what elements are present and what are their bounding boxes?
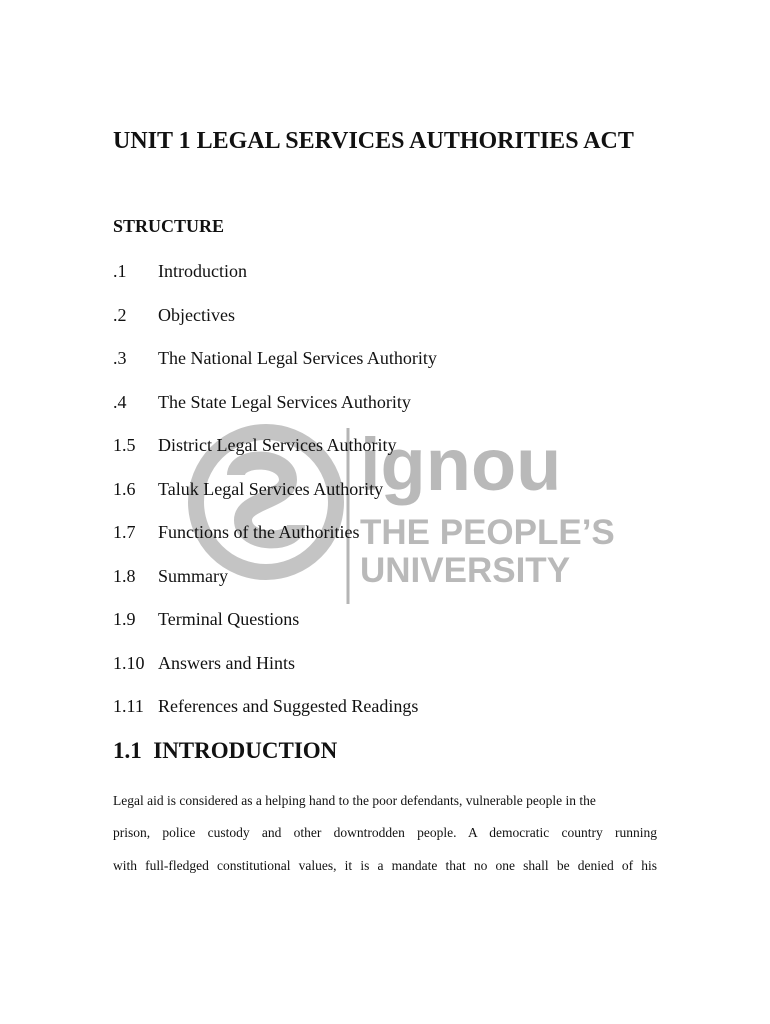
- toc-item-number: 1.9: [113, 609, 136, 629]
- toc-item-label: Functions of the Authorities: [158, 522, 360, 542]
- toc-item-number: 1.7: [113, 522, 136, 542]
- toc-item-number: .4: [113, 392, 127, 412]
- toc-item-number: .2: [113, 305, 127, 325]
- toc-item-label: Taluk Legal Services Authority: [158, 479, 384, 499]
- section-heading-introduction: 1.1 INTRODUCTION: [113, 738, 338, 763]
- toc-item-label: Introduction: [158, 261, 247, 281]
- toc-item-label: District Legal Services Authority: [158, 435, 397, 455]
- unit-title: UNIT 1 LEGAL SERVICES AUTHORITIES ACT: [113, 128, 634, 154]
- structure-heading: STRUCTURE: [113, 216, 225, 236]
- toc-item-label: References and Suggested Readings: [158, 696, 419, 716]
- toc-item-number: 1.6: [113, 479, 136, 499]
- paragraph-line: Legal aid is considered as a helping hand to the poor defendants, vulnerable people in the: [113, 793, 596, 808]
- toc-item-number: .1: [113, 261, 127, 281]
- paragraph-line: prison, police custody and other downtrodden people. A democratic country running: [113, 825, 657, 840]
- toc-item-number: 1.10: [113, 653, 145, 673]
- toc-item-number: 1.8: [113, 566, 136, 586]
- watermark-line2: UNIVERSITY: [360, 551, 571, 590]
- watermark-logo-text: ignou: [360, 423, 562, 506]
- toc-item-label: The State Legal Services Authority: [158, 392, 411, 412]
- toc-item-number: 1.11: [113, 696, 144, 716]
- toc-item-label: Answers and Hints: [158, 653, 295, 673]
- toc-item-label: Objectives: [158, 305, 235, 325]
- paragraph-line: with full-fledged constitutional values, it is a mandate that no one shall be denied of his: [113, 858, 657, 873]
- toc-item-number: 1.5: [113, 435, 136, 455]
- watermark-line1: THE PEOPLE’S: [360, 513, 615, 552]
- toc-item-label: Summary: [158, 566, 228, 586]
- toc-item-number: .3: [113, 348, 127, 368]
- toc-item-label: Terminal Questions: [158, 609, 300, 629]
- toc-item-label: The National Legal Services Authority: [158, 348, 437, 368]
